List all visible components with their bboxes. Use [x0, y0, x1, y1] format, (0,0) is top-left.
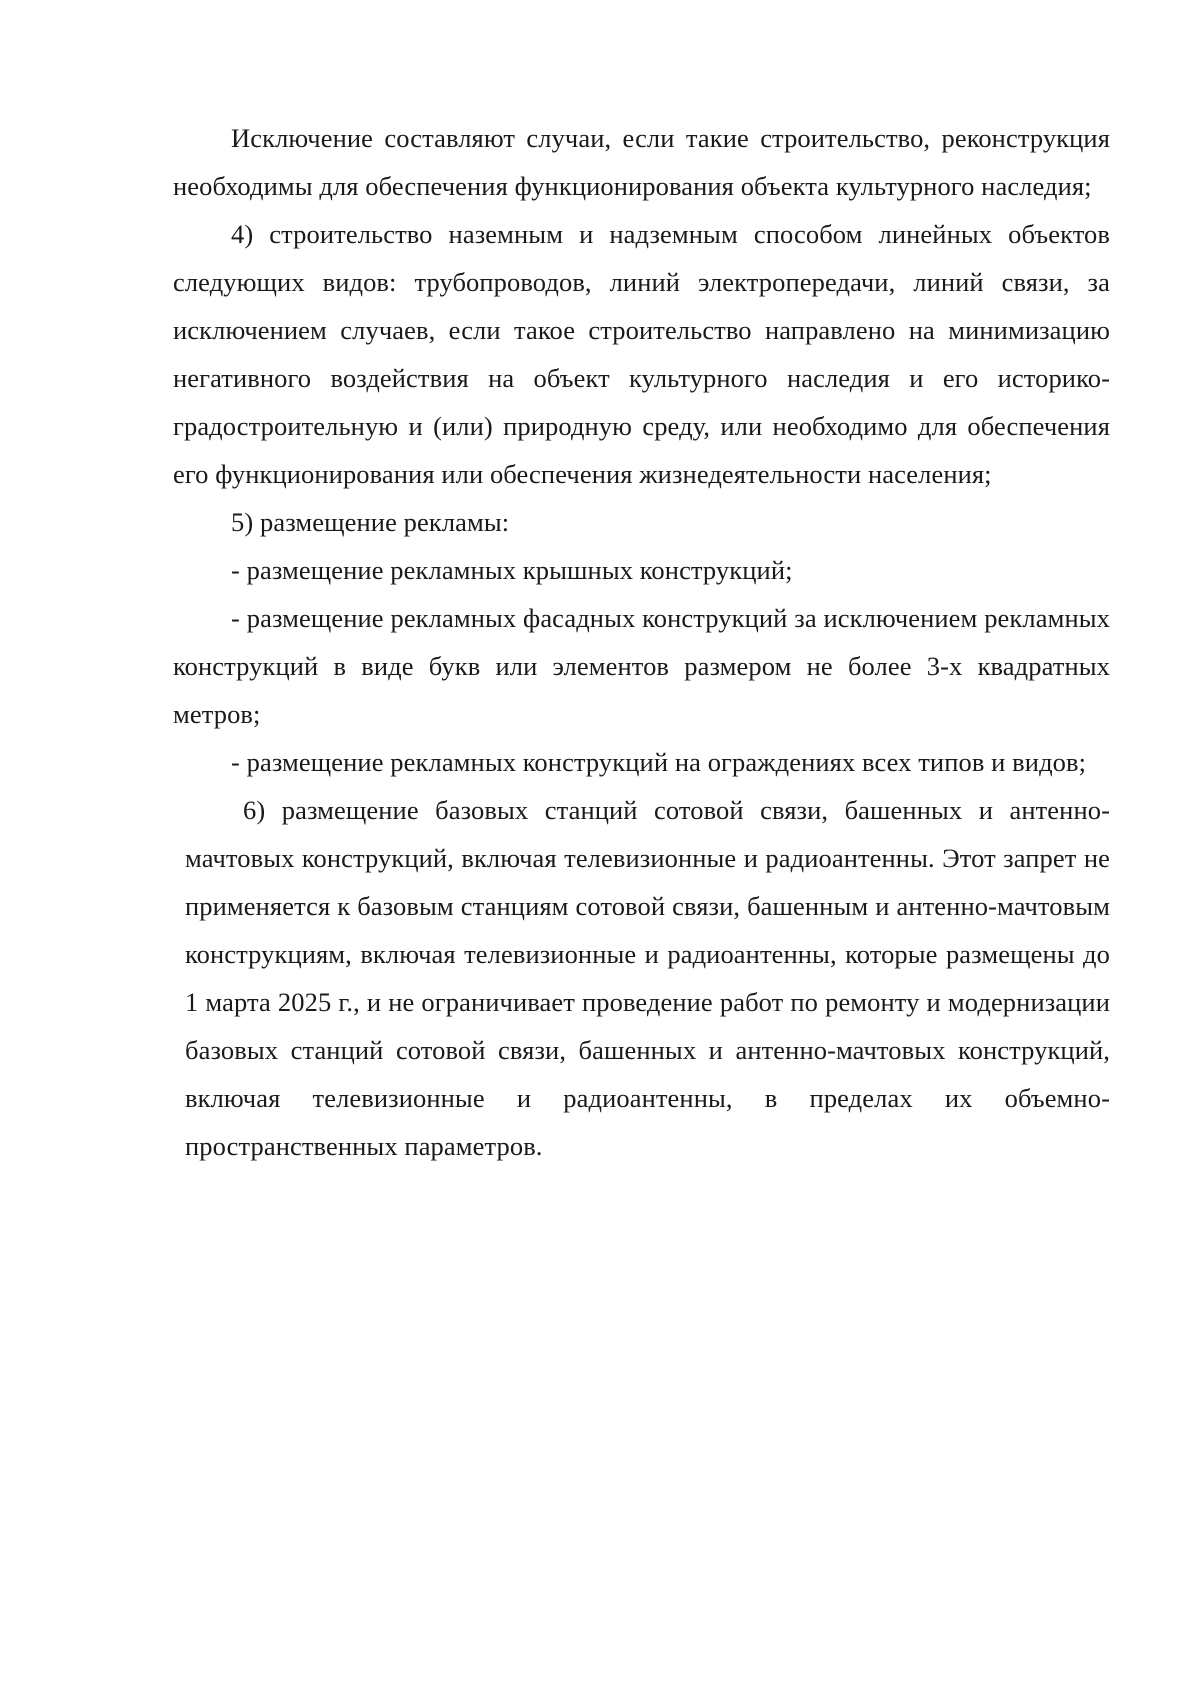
paragraph-item-6-base-stations: 6) размещение базовых станций сотовой связи, башенных и антенно-мачтовых конструкций, включая телевизионные и радиоантенны. Этот запрет не применяется к базовым станциям сотовой связи, башенным и антенно-мачтовым конструкциям, включая телевизионные и радиоантенны, которые размещены до 1 марта 2025 г., и не ограничивает проведение работ по ремонту и модернизации базовых станций сотовой связи, башенных и антенно-мачтовых конструкций, включая телевизионные и радиоантенны, в пределах их объемно- пространственных параметров. — [185, 795, 1110, 1161]
paragraph-item-4-linear-objects: 4) строительство наземным и надземным способом линейных объектов следующих видов: трубопроводов, линий электропередачи, линий связи, за исключением случаев, если такое строительство направлено на минимизацию негативного воздействия на объект культурного наследия и его историко-градостроительную и (или) природную среду, или необходимо для обеспечения его функционирования или обеспечения жизнедеятельности населения; — [173, 219, 1110, 489]
document-body — [173, 114, 1110, 1170]
paragraph-item-5-advertising: 5) размещение рекламы: — [231, 507, 510, 537]
paragraph-facade-advertising: - размещение рекламных фасадных конструкций за исключением рекламных конструкций в виде букв или элементов размером не более 3-х квадратных метров; — [173, 603, 1110, 729]
paragraph-exception: Исключение составляют случаи, если такие строительство, реконструкция необходимы для обеспечения функционирования объекта культурного наследия; — [173, 123, 1110, 201]
paragraph-roof-advertising: - размещение рекламных крышных конструкций; — [231, 555, 793, 585]
paragraph-fence-advertising: - размещение рекламных конструкций на ограждениях всех типов и видов; — [231, 747, 1087, 777]
